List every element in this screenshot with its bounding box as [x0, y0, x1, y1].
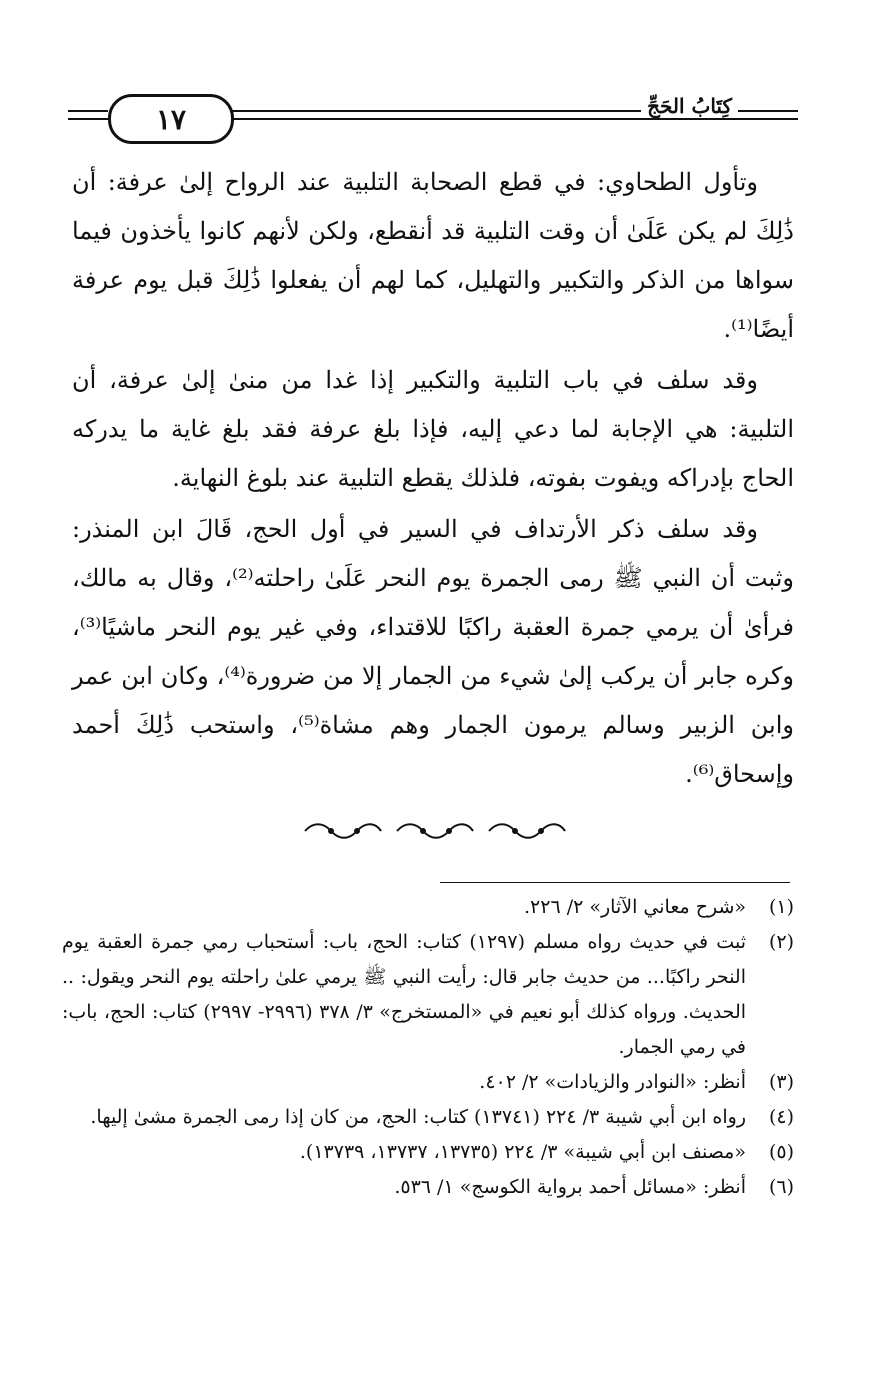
- footnote-number: (٣): [768, 1071, 794, 1093]
- ornament-icon: [393, 820, 477, 842]
- header-rule-right-2: [228, 118, 798, 120]
- footnote-number: (١): [768, 896, 794, 918]
- footnote: [62, 925, 794, 1065]
- footnote: [62, 1100, 794, 1135]
- paragraph: وقد سلف في باب التلبية والتكبير إذا غدا من منىٰ إلىٰ عرفة، أن التلبية: هي الإجابة لما دعي إليه، فإذا بلغ عرفة فقد بلغ غاية ما يدركه الحاج بإدراكه ويفوت بفوته، فلذلك يقطع التلبية عند بلوغ النهاية.: [72, 366, 794, 492]
- ornament-icon: [301, 820, 385, 842]
- footnote: [62, 890, 794, 925]
- footnotes: [62, 890, 794, 1205]
- footnote: [62, 1170, 794, 1205]
- main-text: [72, 158, 794, 799]
- header-rule-left-1: [68, 110, 108, 112]
- paragraph: وقد سلف ذكر الأرتداف في السير في أول الحج، قَالَ ابن المنذر: وثبت أن النبي ﷺ رمى الجمرة يوم النحر عَلَىٰ راحلته⁽²⁾، وقال به مالك، فرأىٰ أن يرمي جمرة العقبة راكبًا للاقتداء، وفي غير يوم النحر ماشيًا⁽³⁾، وكره جابر أن يركب إلىٰ شيء من الجمار إلا من ضرورة⁽⁴⁾، وكان ابن عمر وابن الزبير وسالم يرمون الجمار وهم مشاة⁽⁵⁾، واستحب ذَٰلِكَ أحمد وإسحاق⁽⁶⁾.: [72, 515, 795, 788]
- footnote-separator: [440, 882, 790, 883]
- footnote-text: أنظر: «مسائل أحمد برواية الكوسج» ١/ ٥٣٦.: [394, 1176, 746, 1198]
- footnote-number: (٤): [768, 1106, 794, 1128]
- book-title: كِتَابُ الحَجِّ: [641, 94, 738, 118]
- footnote-text: رواه ابن أبي شيبة ٣/ ٢٢٤ (١٣٧٤١) كتاب: الحج، من كان إذا رمى الجمرة مشىٰ إليها.: [90, 1106, 746, 1128]
- page-number: ١٧: [108, 94, 234, 144]
- footnote-text: أنظر: «النوادر والزيادات» ٢/ ٤٠٢.: [479, 1071, 746, 1093]
- footnote: [62, 1135, 794, 1170]
- ornament-icon: [485, 820, 569, 842]
- ornament-divider: [300, 820, 570, 844]
- footnote-text: «شرح معاني الآثار» ٢/ ٢٢٦.: [523, 896, 746, 918]
- footnote-number: (٢): [768, 931, 794, 953]
- footnote-number: (٦): [768, 1176, 794, 1198]
- footnote-text: «مصنف ابن أبي شيبة» ٣/ ٢٢٤ (١٣٧٣٥، ١٣٧٣٧، ١٣٧٣٩).: [299, 1141, 746, 1163]
- paragraph: وتأول الطحاوي: في قطع الصحابة التلبية عند الرواح إلىٰ عرفة: أن ذَٰلِكَ لم يكن عَلَىٰ أن وقت التلبية قد أنقطع، ولكن لأنهم كانوا يأخذون فيما سواها من الذكر والتكبير والتهليل، كما لهم أن يفعلوا ذَٰلِكَ قبل يوم عرفة أيضًا⁽¹⁾.: [72, 168, 794, 343]
- header-rule-left-2: [68, 118, 108, 120]
- running-header: [68, 88, 798, 144]
- footnote: [62, 1065, 794, 1100]
- footnote-number: (٥): [768, 1141, 794, 1163]
- footnote-text: ثبت في حديث رواه مسلم (١٢٩٧) كتاب: الحج، باب: أستحباب رمي جمرة العقبة يوم النحر راكبًا... من حديث جابر قال: رأيت النبي ﷺ يرمي علىٰ راحلته يوم النحر ويقول: .. الحديث. ورواه كذلك أبو نعيم في «المستخرج» ٣/ ٣٧٨ (٢٩٩٦- ٢٩٩٧) كتاب: الحج، باب: في رمي الجمار.: [62, 931, 747, 1058]
